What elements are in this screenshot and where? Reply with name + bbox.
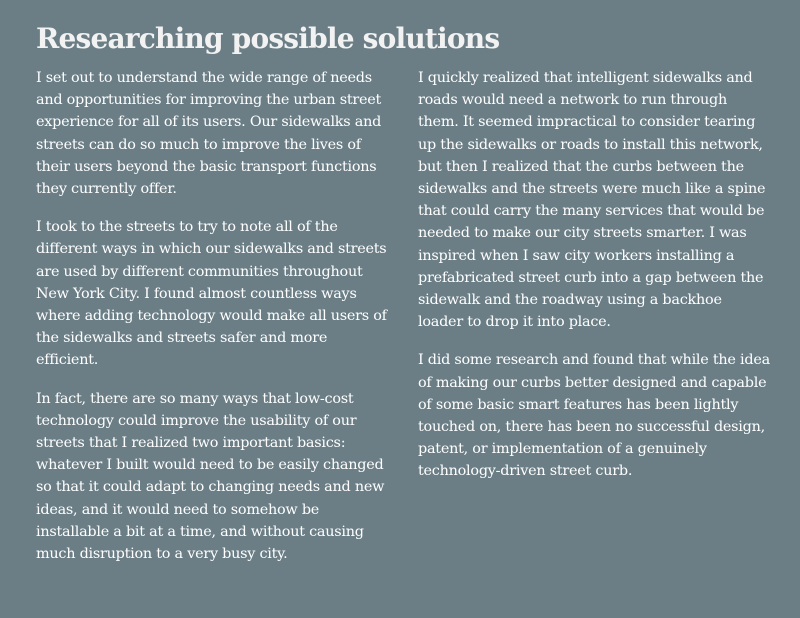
right-column (418, 67, 770, 499)
left-column (36, 67, 388, 581)
page-title: Researching possible solutions (36, 22, 500, 55)
paragraph: In fact, there are so many ways that low-cost technology could improve the usability of our streets that I realized two important basics: whatever I built would need to be easily changed so that it could adapt to changing needs and new ideas, and it would need to somehow be installable a bit at a time, and without causing much disruption to a very busy city. (36, 390, 385, 563)
paragraph: I did some research and found that while the idea of making our curbs better designed and capable of some basic smart features has been lightly touched on, there has been no successful design, patent, or implementation of a genuinely technology-driven street curb. (418, 352, 770, 480)
paragraph: I set out to understand the wide range of needs and opportunities for improving the urban street experience for all of its users. Our sidewalks and streets can do so much to improve the lives of their users beyond the basic transport functions they currently offer. (36, 70, 382, 198)
paragraph: I took to the streets to try to note all of the different ways in which our sidewalks and streets are used by different communities throughout New York City. I found almost countless ways where adding technology would make all users of the sidewalks and streets safer and more efficient. (36, 219, 387, 369)
paragraph: I quickly realized that intelligent sidewalks and roads would need a network to run through them. It seemed impractical to consider tearing up the sidewalks or roads to install this network, but then I realized that the curbs between the sidewalks and the streets were much like a spine that could carry the many services that would be needed to make our city streets smarter. I was inspired when I saw city workers installing a prefabricated street curb into a gap between the sidewalk and the roadway using a backhoe loader to drop it into place. (418, 70, 766, 331)
